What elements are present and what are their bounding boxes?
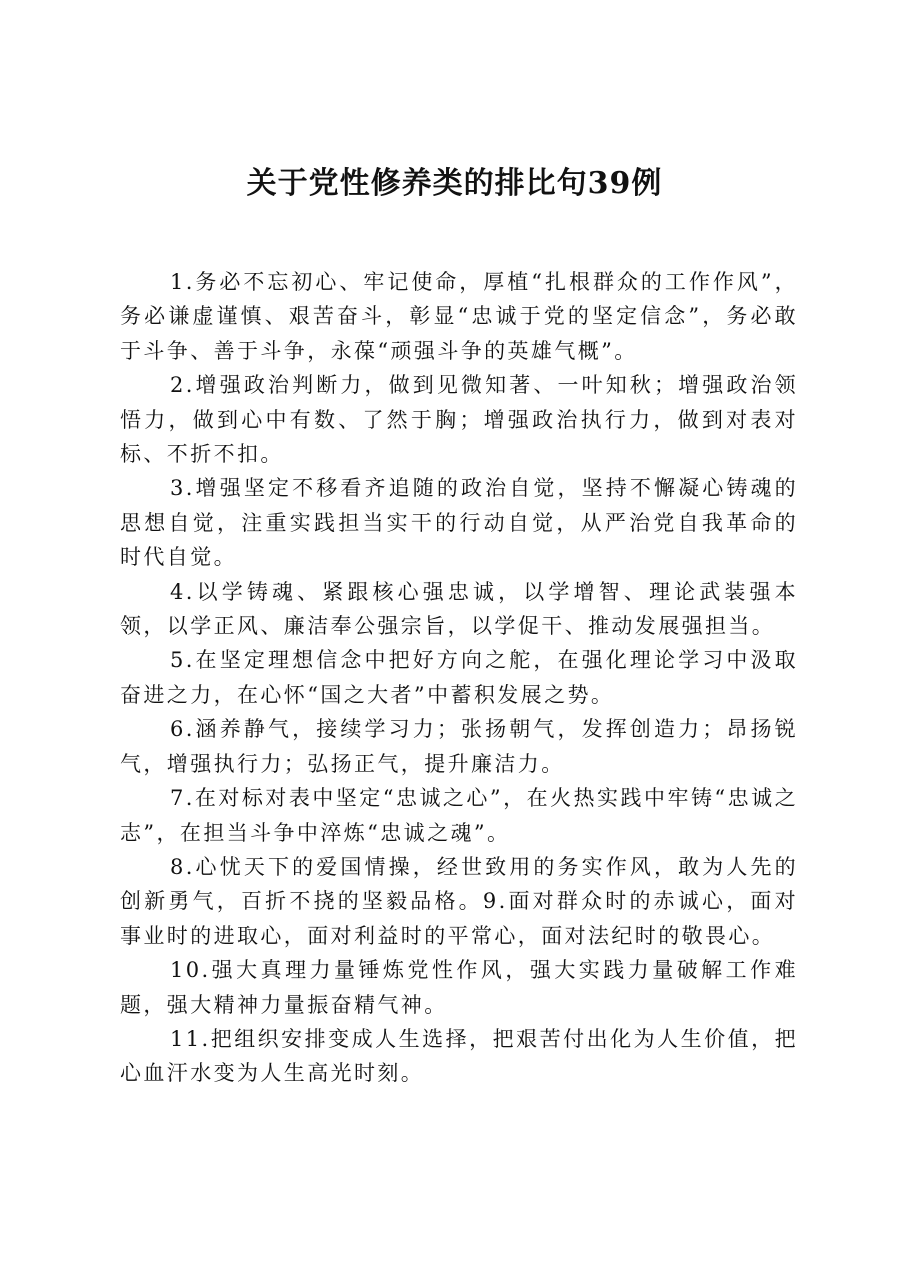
paragraph-8: 8.心忧天下的爱国情操，经世致用的务实作风，敢为人先的创新勇气，百折不挠的坚毅品格。9.面对群众时的赤诚心，面对事业时的进取心，面对利益时的平常心，面对法纪时的敬畏心。 <box>120 854 798 948</box>
paragraph-7: 7.在对标对表中坚定“忠诚之心”，在火热实践中牢铸“忠诚之志”，在担当斗争中淬炼“忠诚之魂”。 <box>120 786 798 845</box>
paragraph-11: 11.把组织安排变成人生选择，把艰苦付出化为人生价值，把心血汗水变为人生高光时刻。 <box>120 1026 798 1086</box>
paragraph-5: 5.在坚定理想信念中把好方向之舵，在强化理论学习中汲取奋进之力，在心怀“国之大者”中蓄积发展之势。 <box>120 648 798 707</box>
document-body <box>120 265 798 1091</box>
paragraph-2: 2.增强政治判断力，做到见微知著、一叶知秋；增强政治领悟力，做到心中有数、了然于胸；增强政治执行力，做到对表对标、不折不扣。 <box>120 373 798 467</box>
paragraph-10: 10.强大真理力量锤炼党性作风，强大实践力量破解工作难题，强大精神力量振奋精气神。 <box>120 958 798 1017</box>
document-title: 关于党性修养类的排比句39例 <box>246 166 663 201</box>
paragraph-1: 1.务必不忘初心、牢记使命，厚植“扎根群众的工作作风”，务必谦虚谨慎、艰苦奋斗，彰显“忠诚于党的坚定信念”，务必敢于斗争、善于斗争，永葆“顽强斗争的英雄气概”。 <box>120 270 798 363</box>
paragraph-3: 3.增强坚定不移看齐追随的政治自觉，坚持不懈凝心铸魂的思想自觉，注重实践担当实干的行动自觉，从严治党自我革命的时代自觉。 <box>120 476 798 570</box>
paragraph-6: 6.涵养静气，接续学习力；张扬朝气，发挥创造力；昂扬锐气，增强执行力；弘扬正气，提升廉洁力。 <box>120 717 798 776</box>
paragraph-4: 4.以学铸魂、紧跟核心强忠诚，以学增智、理论武装强本领，以学正风、廉洁奉公强宗旨，以学促干、推动发展强担当。 <box>120 579 798 639</box>
